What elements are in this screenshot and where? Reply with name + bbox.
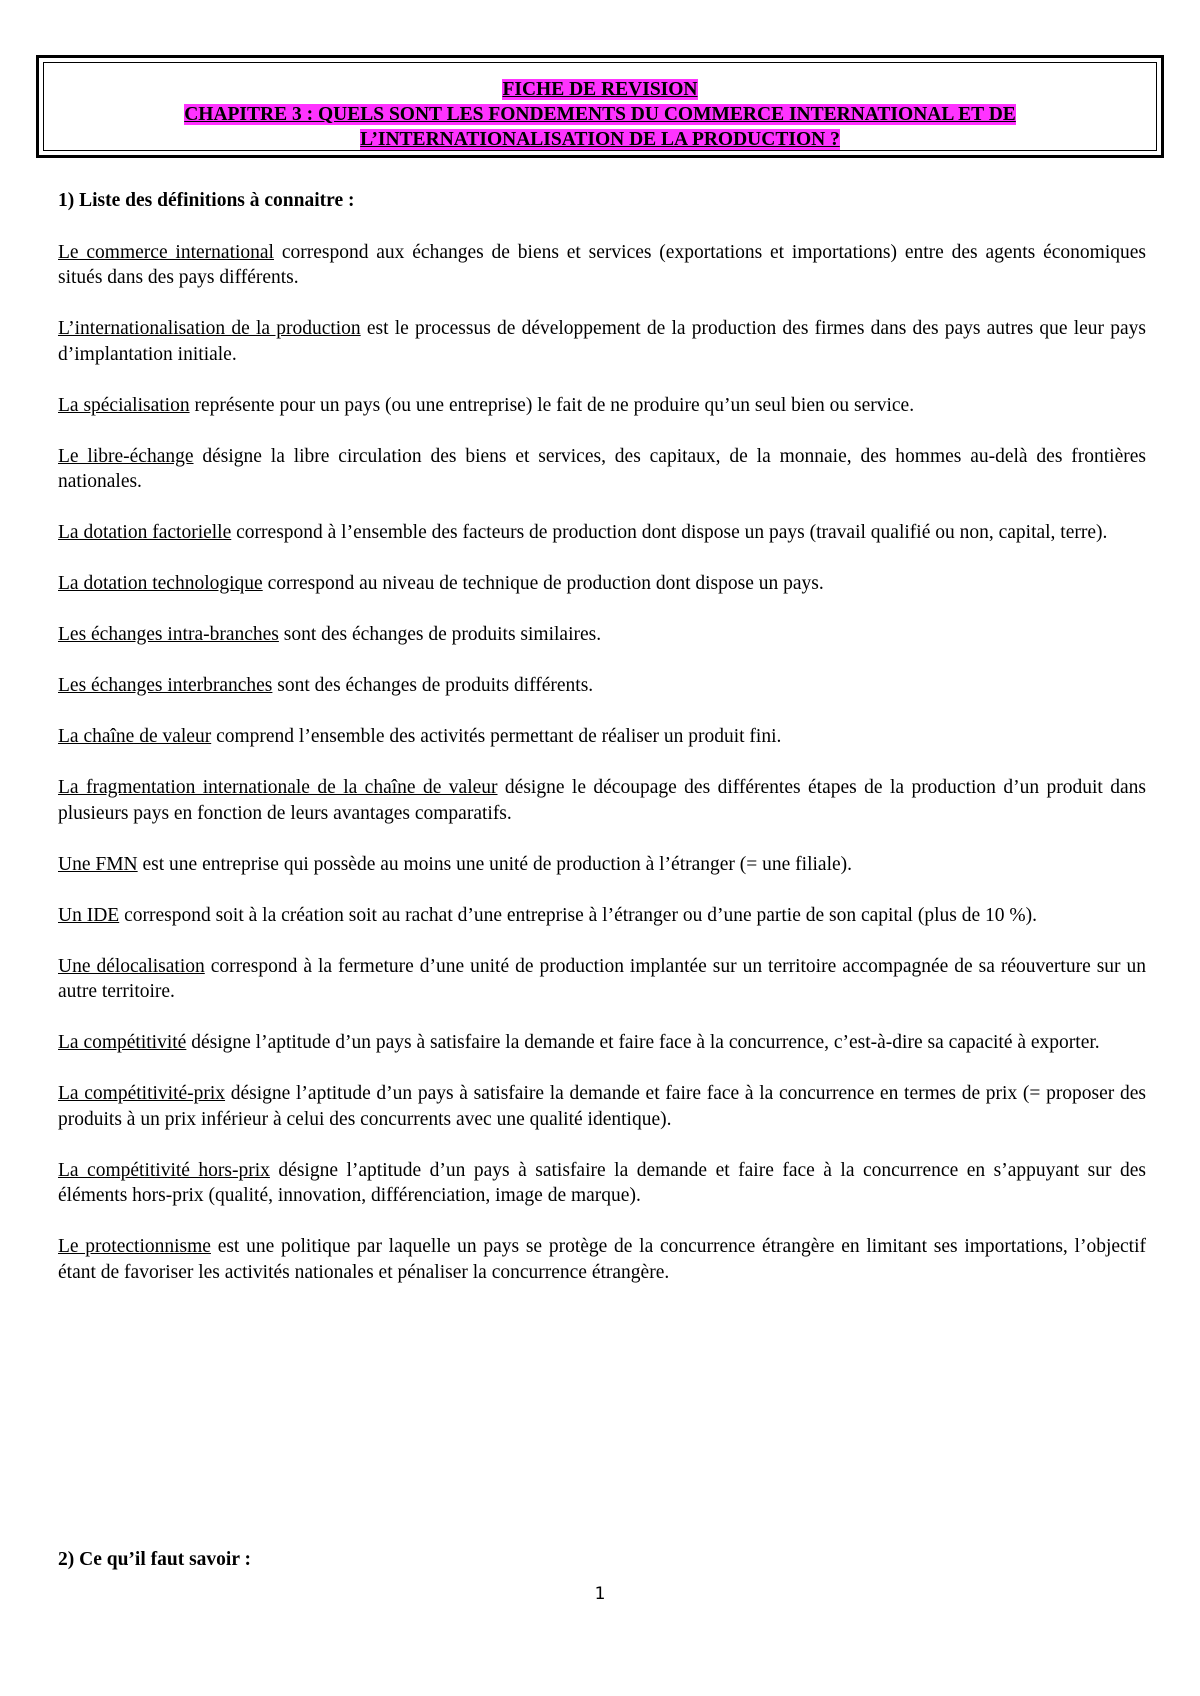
definition-item [58,852,1146,878]
definition-term: La dotation technologique [58,573,263,594]
definition-item [58,316,1146,367]
definition-text: désigne le découpage des différentes étapes de la production d’un produit dans plusieurs pays en fonction de leurs avantages comparatifs. [58,777,1146,824]
definition-text: désigne l’aptitude d’un pays à satisfaire la demande et faire face à la concurrence, c’est-à-dire sa capacité à exporter. [186,1032,1100,1053]
definition-text: correspond à la fermeture d’une unité de production implantée sur un territoire accompagnée de sa réouverture sur un autre territoire. [58,955,1146,1002]
definition-text: correspond à l’ensemble des facteurs de production dont dispose un pays (travail qualifié ou non, capital, terre). [231,522,1108,543]
title-line-3 [44,127,1156,152]
definitions-list [58,240,1146,1286]
definition-term: Les échanges intra-branches [58,624,279,645]
definition-text: correspond soit à la création soit au rachat d’une entreprise à l’étranger ou d’une partie de son capital (plus de 10 %). [119,904,1037,926]
title-box-inner [43,62,1157,151]
definition-item [58,673,1146,699]
title-line-2 [44,102,1156,127]
definition-text: est une politique par laquelle un pays se protège de la concurrence étrangère en limitant ses importations, l’objectif étant de favoriser les activités nationales et pénaliser la concurrence étrangère. [58,1236,1147,1283]
definition-item [58,240,1146,291]
definition-text: correspond aux échanges de biens et services (exportations et importations) entre des agents économiques situés dans des pays différents. [58,241,1146,288]
definition-term: Un IDE [58,904,120,926]
definition-term: Une délocalisation [58,955,205,977]
page-number: 1 [594,1584,606,1604]
document-body [58,188,1146,1311]
definition-text: désigne l’aptitude d’un pays à satisfaire la demande et faire face à la concurrence en s’appuyant sur des éléments hors-prix (qualité, innovation, différenciation, image de marque). [58,1159,1146,1206]
title-box [36,55,1164,158]
definition-term: La compétitivité [58,1032,187,1053]
definition-term: La compétitivité hors-prix [58,1159,270,1181]
definition-term: La chaîne de valeur [58,726,212,747]
definition-term: Une FMN [58,853,138,875]
definition-item [58,393,1146,419]
section-1-title: 1) Liste des définitions à connaitre : [58,190,355,211]
definition-term: La compétitivité-prix [58,1083,226,1104]
definition-term: Les échanges interbranches [58,675,273,696]
definition-item [58,724,1146,750]
definition-item [58,1030,1146,1056]
definition-text: correspond au niveau de technique de production dont dispose un pays. [262,573,824,594]
definition-text: comprend l’ensemble des activités permettant de réaliser un produit fini. [211,726,782,747]
definition-text: est le processus de développement de la production des firmes dans des pays autres que leur pays d’implantation initiale. [58,318,1146,365]
definition-item [58,1081,1146,1132]
definition-item [58,444,1146,495]
definition-item [58,520,1146,546]
definition-text: désigne l’aptitude d’un pays à satisfaire la demande et faire face à la concurrence en termes de prix (= proposer des produits à un prix inférieur à celui des concurrents avec une qualité identique). [58,1083,1146,1130]
definition-term: La fragmentation internationale de la chaîne de valeur [58,777,498,798]
definition-term: Le commerce international [58,241,274,263]
title-line-1 [44,77,1156,102]
definition-term: Le protectionnisme [58,1236,211,1257]
definition-term: L’internationalisation de la production [58,318,361,339]
definition-text: désigne la libre circulation des biens et services, des capitaux, de la monnaie, des hommes au-delà des frontières nationales. [58,445,1146,492]
definition-text: sont des échanges de produits différents. [272,675,594,696]
definition-text: représente pour un pays (ou une entreprise) le fait de ne produire qu’un seul bien ou service. [189,394,915,416]
definition-item [58,1158,1146,1209]
chapter-title-part-2: L’INTERNATIONALISATION DE LA PRODUCTION ? [360,129,840,150]
definition-item [58,954,1146,1005]
definition-item [58,903,1146,929]
definition-term: La spécialisation [58,394,190,416]
definition-item [58,622,1146,648]
definition-text: est une entreprise qui possède au moins une unité de production à l’étranger (= une filiale). [137,853,853,875]
definition-item [58,1234,1146,1285]
definition-item [58,571,1146,597]
definition-item [58,775,1146,826]
definition-text: sont des échanges de produits similaires. [278,624,602,645]
definition-term: Le libre-échange [58,445,194,467]
definition-term: La dotation factorielle [58,522,232,543]
chapter-title-part-1: CHAPITRE 3 : QUELS SONT LES FONDEMENTS DU COMMERCE INTERNATIONAL ET DE [184,104,1016,125]
fiche-title: FICHE DE REVISION [502,79,698,100]
section-2-title: 2) Ce qu’il faut savoir : [58,1549,252,1570]
